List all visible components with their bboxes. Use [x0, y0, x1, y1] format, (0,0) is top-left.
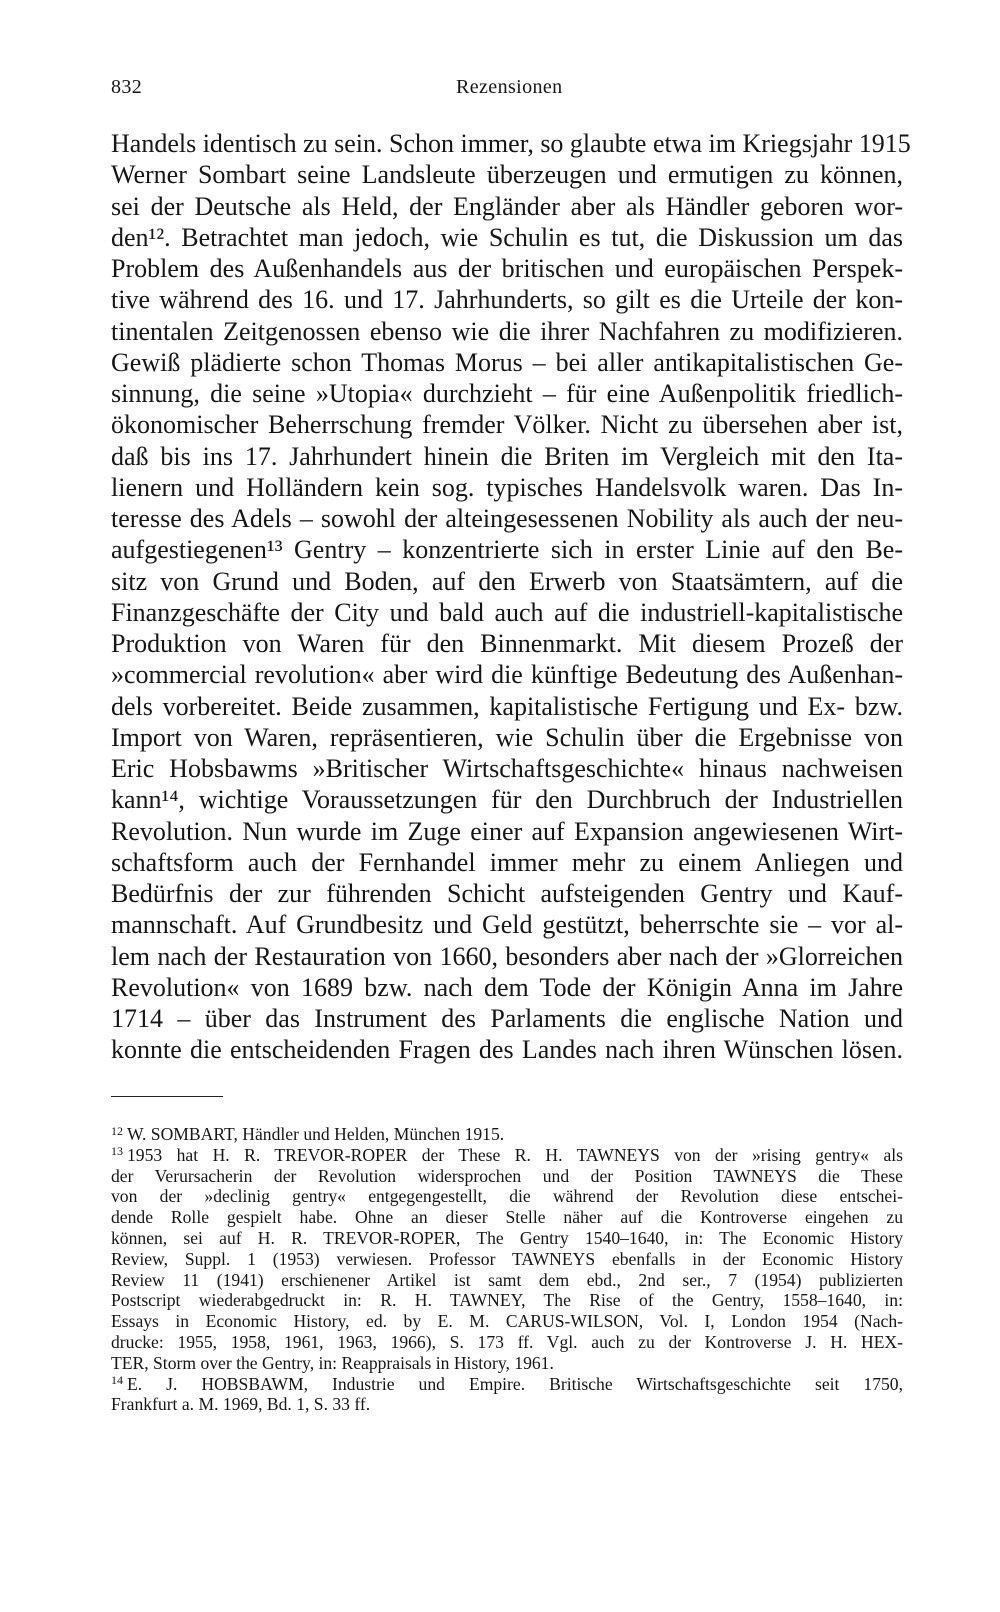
footnote-divider: [111, 1096, 223, 1097]
footnote-text: 1953 hat H. R. TREVOR-ROPER der These R. H. TAWNEYS von der »rising gentry« als: [127, 1144, 903, 1165]
footnote-line: von der »declinig gentry« entgegengestellt, die während der Revolution diese entschei-: [111, 1186, 903, 1207]
body-line: Eric Hobsbawms »Britischer Wirtschaftsgeschichte« hinaus nachweisen: [111, 754, 903, 783]
footnote-line: Essays in Economic History, ed. by E. M. CARUS-WILSON, Vol. I, London 1954 (Nach-: [111, 1311, 903, 1332]
footnote-text: E. J. HOBSBAWM, Industrie und Empire. Britische Wirtschaftsgeschichte seit 1750,: [127, 1373, 903, 1394]
body-text: [111, 128, 911, 1066]
body-line: Produktion von Waren für den Binnenmarkt. Mit diesem Prozeß der: [111, 629, 903, 658]
body-line: konnte die entscheidenden Fragen des Landes nach ihren Wünschen lösen.: [111, 1035, 903, 1065]
body-line: lienern und Holländern kein sog. typisches Handelsvolk waren. Das In-: [111, 472, 903, 502]
body-line: ökonomischer Beherrschung fremder Völker. Nicht zu übersehen aber ist,: [111, 410, 903, 440]
body-line: sei der Deutsche als Held, der Engländer aber als Händler geboren wor-: [111, 191, 903, 221]
footnote-line: Frankfurt a. M. 1969, Bd. 1, S. 33 ff.: [111, 1394, 371, 1415]
body-line: Werner Sombart seine Landsleute überzeugen und ermutigen zu können,: [111, 160, 903, 190]
body-line: tive während des 16. und 17. Jahrhunderts, so gilt es die Urteile der kon-: [111, 285, 903, 315]
body-line: lem nach der Restauration von 1660, besonders aber nach der »Glorreichen: [111, 941, 903, 971]
footnote-line: drucke: 1955, 1958, 1961, 1963, 1966), S. 173 ff. Vgl. auch zu der Kontroverse J. H. HEX-: [111, 1331, 903, 1352]
body-line: Handels identisch zu sein. Schon immer, so glaubte etwa im Kriegsjahr 1915: [111, 129, 911, 158]
body-line: sinnung, die seine »Utopia« durchzieht – für eine Außenpolitik friedlich-: [111, 379, 903, 408]
footnotes: [111, 1124, 903, 1415]
body-line: Problem des Außenhandels aus der britischen und europäischen Perspek-: [111, 254, 903, 283]
body-line: Revolution« von 1689 bzw. nach dem Tode der Königin Anna im Jahre: [111, 972, 903, 1002]
body-line: sitz von Grund und Boden, auf den Erwerb von Staatsämtern, auf die: [111, 566, 903, 596]
footnote-line: 13 1953 hat H. R. TREVOR-ROPER der These R. H. TAWNEYS von der »rising gentry« als: [111, 1144, 903, 1165]
footnote-line: der Verursacherin der Revolution widersprochen und der Position TAWNEYS die These: [111, 1165, 903, 1186]
body-line: teresse des Adels – sowohl der alteingesessenen Nobility als auch der neu-: [111, 504, 903, 533]
footnote-line: Review 11 (1941) erschienener Artikel ist samt dem ebd., 2nd ser., 7 (1954) publizierten: [111, 1269, 903, 1290]
body-line: »commercial revolution« aber wird die künftige Bedeutung des Außenhan-: [111, 660, 903, 690]
running-title: Rezensionen: [456, 76, 563, 98]
footnote-text: W. SOMBART, Händler und Helden, München 1915.: [127, 1124, 505, 1144]
body-line: tinentalen Zeitgenossen ebenso wie die ihrer Nachfahren zu modifizieren.: [111, 316, 903, 346]
body-line: Gewiß plädierte schon Thomas Morus – bei aller antikapitalistischen Ge-: [111, 347, 903, 377]
footnote-line: Review, Suppl. 1 (1953) verwiesen. Professor TAWNEYS ebenfalls in der Economic History: [111, 1248, 903, 1269]
body-line: mannschaft. Auf Grundbesitz und Geld gestützt, beherrschte sie – vor al-: [111, 910, 903, 940]
page-number: 832: [111, 76, 143, 98]
body-line: Bedürfnis der zur führenden Schicht aufsteigenden Gentry und Kauf-: [111, 879, 903, 908]
footnote-line: dende Rolle gespielt habe. Ohne an dieser Stelle näher auf die Kontroverse eingehen zu: [111, 1207, 903, 1228]
body-line: aufgestiegenen¹³ Gentry – konzentrierte sich in erster Linie auf den Be-: [111, 535, 903, 565]
body-line: Revolution. Nun wurde im Zuge einer auf Expansion angewiesenen Wirt-: [111, 816, 903, 846]
footnote-line: TER, Storm over the Gentry, in: Reappraisals in History, 1961.: [111, 1352, 554, 1373]
body-line: 1714 – über das Instrument des Parlaments die englische Nation und: [111, 1004, 903, 1033]
body-line: daß bis ins 17. Jahrhundert hinein die Briten im Vergleich mit den Ita-: [111, 441, 903, 471]
body-line: schaftsform auch der Fernhandel immer mehr zu einem Anliegen und: [111, 847, 903, 877]
running-head: [111, 76, 903, 106]
footnote-line: Postscript wiederabgedruckt in: R. H. TAWNEY, The Rise of the Gentry, 1558–1640, in:: [111, 1290, 903, 1311]
body-line: dels vorbereitet. Beide zusammen, kapitalistische Fertigung und Ex- bzw.: [111, 691, 903, 721]
footnote-line: 12 W. SOMBART, Händler und Helden, München 1915.: [111, 1123, 505, 1144]
footnote-line: 14 E. J. HOBSBAWM, Industrie und Empire. Britische Wirtschaftsgeschichte seit 1750,: [111, 1373, 903, 1394]
body-line: Finanzgeschäfte der City und bald auch auf die industriell-kapitalistische: [111, 597, 903, 627]
body-line: den¹². Betrachtet man jedoch, wie Schulin es tut, die Diskussion um das: [111, 222, 903, 252]
footnote-line: können, sei auf H. R. TREVOR-ROPER, The Gentry 1540–1640, in: The Economic History: [111, 1227, 903, 1248]
body-line: Import von Waren, repräsentieren, wie Schulin über die Ergebnisse von: [111, 722, 903, 752]
body-line: kann¹⁴, wichtige Voraussetzungen für den Durchbruch der Industriellen: [111, 785, 903, 815]
